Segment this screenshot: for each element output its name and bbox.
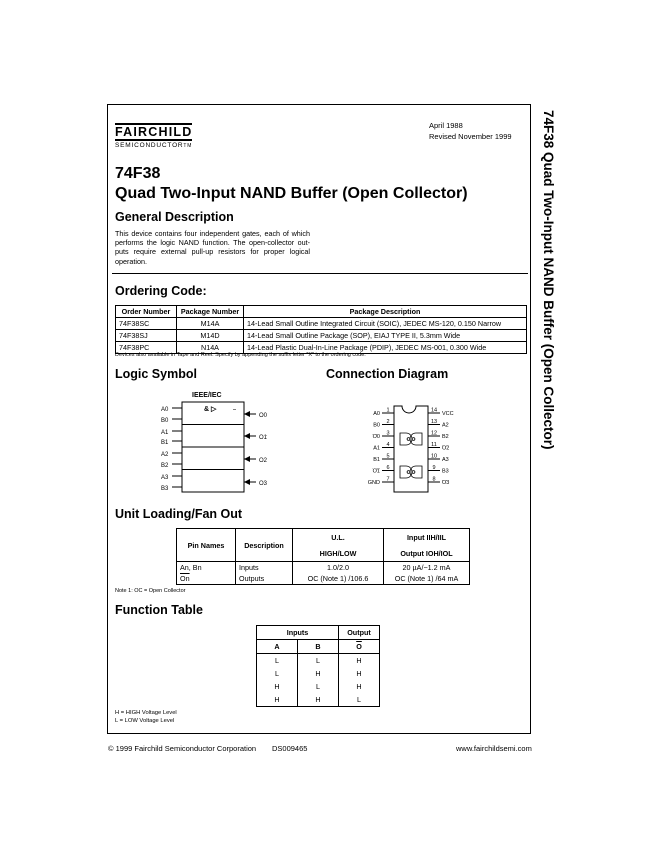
connection-diagram-heading: Connection Diagram	[326, 367, 449, 381]
pin-name: A0	[373, 411, 380, 417]
table-cell: H	[339, 667, 380, 680]
internal-gates	[400, 433, 422, 478]
pin-3	[373, 431, 394, 441]
pin-name: A3	[442, 457, 449, 463]
pin-number: 6	[386, 465, 390, 471]
pin-name: A1	[373, 445, 380, 452]
pin-4	[373, 442, 394, 452]
ordering-code-heading: Ordering Code:	[115, 284, 207, 298]
general-description-heading: General Description	[115, 210, 234, 224]
divider	[112, 273, 528, 274]
input-label: A2	[161, 452, 169, 458]
pin-number: 9	[432, 465, 436, 471]
unit-loading-table	[176, 528, 470, 585]
input-label: A1	[161, 430, 169, 436]
footer-url[interactable]: www.fairchildsemi.com	[456, 744, 532, 753]
ordering-table	[115, 305, 527, 354]
footer-doc-number: DS009465	[272, 744, 308, 753]
output-label: O1	[259, 435, 268, 441]
table-cell: L	[257, 667, 298, 680]
pin-name: O1	[372, 468, 380, 475]
function-legend	[115, 709, 177, 725]
table-cell: H	[339, 680, 380, 693]
page-title: Quad Two-Input NAND Buffer (Open Collector)	[115, 185, 468, 202]
pin-name: A2	[442, 422, 449, 429]
input-label: B0	[161, 418, 169, 424]
pin-number: 11	[431, 442, 437, 448]
ordering-header: Package Number	[177, 306, 244, 318]
pin-name: GND	[367, 480, 380, 486]
table-cell: M14A	[177, 318, 244, 330]
pin-number: 13	[430, 419, 438, 425]
pin-name: B1	[373, 457, 380, 463]
date: April 1988	[429, 121, 463, 130]
function-table	[256, 625, 380, 707]
table-cell: M14D	[177, 330, 244, 342]
left-pins	[368, 408, 394, 487]
part-number: 74F38	[115, 165, 161, 182]
pin-number: 10	[430, 453, 438, 460]
function-table-heading: Function Table	[115, 603, 203, 617]
table-cell: Outputs	[236, 573, 293, 585]
table-cell: L	[257, 654, 298, 668]
pin-number: 5	[386, 453, 390, 460]
table-cell: OC (Note 1) /64 mA	[384, 573, 470, 585]
pin-5	[373, 454, 394, 464]
table-row	[177, 573, 470, 585]
output-label: O0	[259, 413, 268, 419]
chip-outline	[394, 406, 428, 492]
legend-item: L = LOW Voltage Level	[115, 718, 175, 724]
table-cell: 20 µA/−1.2 mA	[384, 562, 470, 574]
ft-header: $\overline{O}$	[339, 640, 380, 654]
revised-date: Revised November 1999	[429, 132, 512, 141]
pin-number: 12	[430, 430, 438, 437]
ft-header: Output	[339, 626, 380, 640]
pin-7	[368, 477, 394, 487]
table-cell: 14-Lead Small Outline Package (SOP), EIAJ TYPE II, 5.3mm Wide	[244, 330, 527, 342]
pin-10	[428, 454, 449, 464]
table-cell: $\overline{On}$	[177, 573, 236, 585]
table-row	[257, 654, 380, 668]
table-cell: 14-Lead Plastic Dual-In-Line Package (PDIP), JEDEC MS-001, 0.300 Wide	[244, 342, 527, 354]
table-cell: 74F38PC	[116, 342, 177, 354]
table-cell: 74F38SC	[116, 318, 177, 330]
general-description-text: This device contains four independent gates, each of which performs the logic NAND function. The open-collector out-puts require external pull-up resistors for proper logical operation.	[115, 229, 310, 266]
ordering-note: Devices also available in Tape and Reel. Specify by appending the suffix letter “X” to the ordering code.	[115, 352, 366, 358]
pin-name: O0	[372, 434, 380, 440]
ul-header: HIGH/LOW	[293, 545, 384, 562]
logic-inputs	[161, 407, 182, 492]
pin-name: B3	[442, 468, 449, 475]
table-cell: 74F38SJ	[116, 330, 177, 342]
input-label: A3	[161, 475, 169, 481]
ieee-label: IEEE/IEC	[192, 392, 222, 399]
table-cell: Inputs	[236, 562, 293, 574]
pin-number: 14	[430, 407, 438, 414]
pin-number: 7	[386, 476, 390, 483]
table-cell: H	[298, 667, 339, 680]
input-label: B1	[161, 440, 169, 446]
ft-header: B	[298, 640, 339, 654]
right-pins	[428, 408, 454, 487]
pin-name: B0	[373, 422, 380, 429]
pin-name: B2	[442, 434, 449, 440]
table-cell: H	[298, 693, 339, 707]
output-label: O3	[259, 481, 268, 487]
ordering-header: Order Number	[116, 306, 177, 318]
ul-header: Output IOH/IOL	[384, 545, 470, 562]
output-label: O2	[259, 458, 268, 464]
pin-number: 1	[386, 407, 390, 414]
pin-14	[428, 408, 454, 418]
ul-header: Input IIH/IIL	[384, 529, 470, 546]
logo-sub: SEMICONDUCTORTM	[115, 142, 193, 149]
logic-symbol-diagram	[158, 388, 278, 498]
gate-symbol: & ▷	[204, 406, 217, 413]
input-label: A0	[161, 407, 169, 413]
side-title: 74F38 Quad Two-Input NAND Buffer (Open Collector)	[541, 110, 556, 450]
table-cell: L	[298, 654, 339, 668]
pin-12	[428, 431, 449, 441]
legend-item: H = HIGH Voltage Level	[115, 710, 177, 716]
table-cell: 14-Lead Small Outline Integrated Circuit (SOIC), JEDEC MS-120, 0.150 Narrow	[244, 318, 527, 330]
fairchild-logo	[115, 123, 192, 149]
pin-name: VCC	[442, 411, 454, 417]
table-row	[116, 330, 527, 342]
table-cell: H	[339, 654, 380, 668]
pin-number: 4	[386, 442, 390, 448]
input-label: B2	[161, 463, 169, 469]
pin-name: O3	[442, 480, 450, 486]
pin-1	[373, 408, 394, 418]
open-collector-mark: ⎯	[233, 407, 237, 413]
table-row	[177, 562, 470, 574]
table-row	[257, 667, 380, 680]
logo-brand: FAIRCHILD	[115, 125, 193, 139]
pin-number: 2	[386, 419, 390, 425]
pin-number: 3	[386, 430, 390, 437]
pin-9	[428, 465, 449, 475]
ul-header: U.L.	[293, 529, 384, 546]
unit-loading-heading: Unit Loading/Fan Out	[115, 507, 243, 521]
pin-13	[428, 419, 449, 429]
logic-symbol-heading: Logic Symbol	[115, 367, 197, 381]
pin-name: O2	[442, 445, 450, 452]
pin-11	[428, 442, 449, 452]
ft-header: Inputs	[257, 626, 339, 640]
ul-header: Pin Names	[177, 529, 236, 562]
ul-header: Description	[236, 529, 293, 562]
input-label: B3	[161, 486, 169, 492]
table-cell: 1.0/2.0	[293, 562, 384, 574]
table-cell: An, Bn	[177, 562, 236, 574]
table-row	[116, 318, 527, 330]
pin-8	[428, 477, 449, 487]
ft-header: A	[257, 640, 298, 654]
table-cell: H	[257, 693, 298, 707]
table-cell: N14A	[177, 342, 244, 354]
table-cell: L	[339, 693, 380, 707]
pin-6	[373, 465, 394, 475]
unit-loading-note: Note 1: OC = Open Collector	[115, 588, 186, 594]
table-cell: L	[298, 680, 339, 693]
pin-number: 8	[432, 476, 436, 483]
pin-2	[373, 419, 394, 429]
footer-copyright: © 1999 Fairchild Semiconductor Corporation	[108, 744, 257, 753]
table-row	[257, 680, 380, 693]
table-cell: H	[257, 680, 298, 693]
table-row	[257, 693, 380, 707]
table-cell: OC (Note 1) /106.6	[293, 573, 384, 585]
ordering-header: Package Description	[244, 306, 527, 318]
date-block	[429, 120, 512, 142]
logic-outputs	[244, 411, 268, 487]
connection-diagram	[338, 400, 488, 500]
